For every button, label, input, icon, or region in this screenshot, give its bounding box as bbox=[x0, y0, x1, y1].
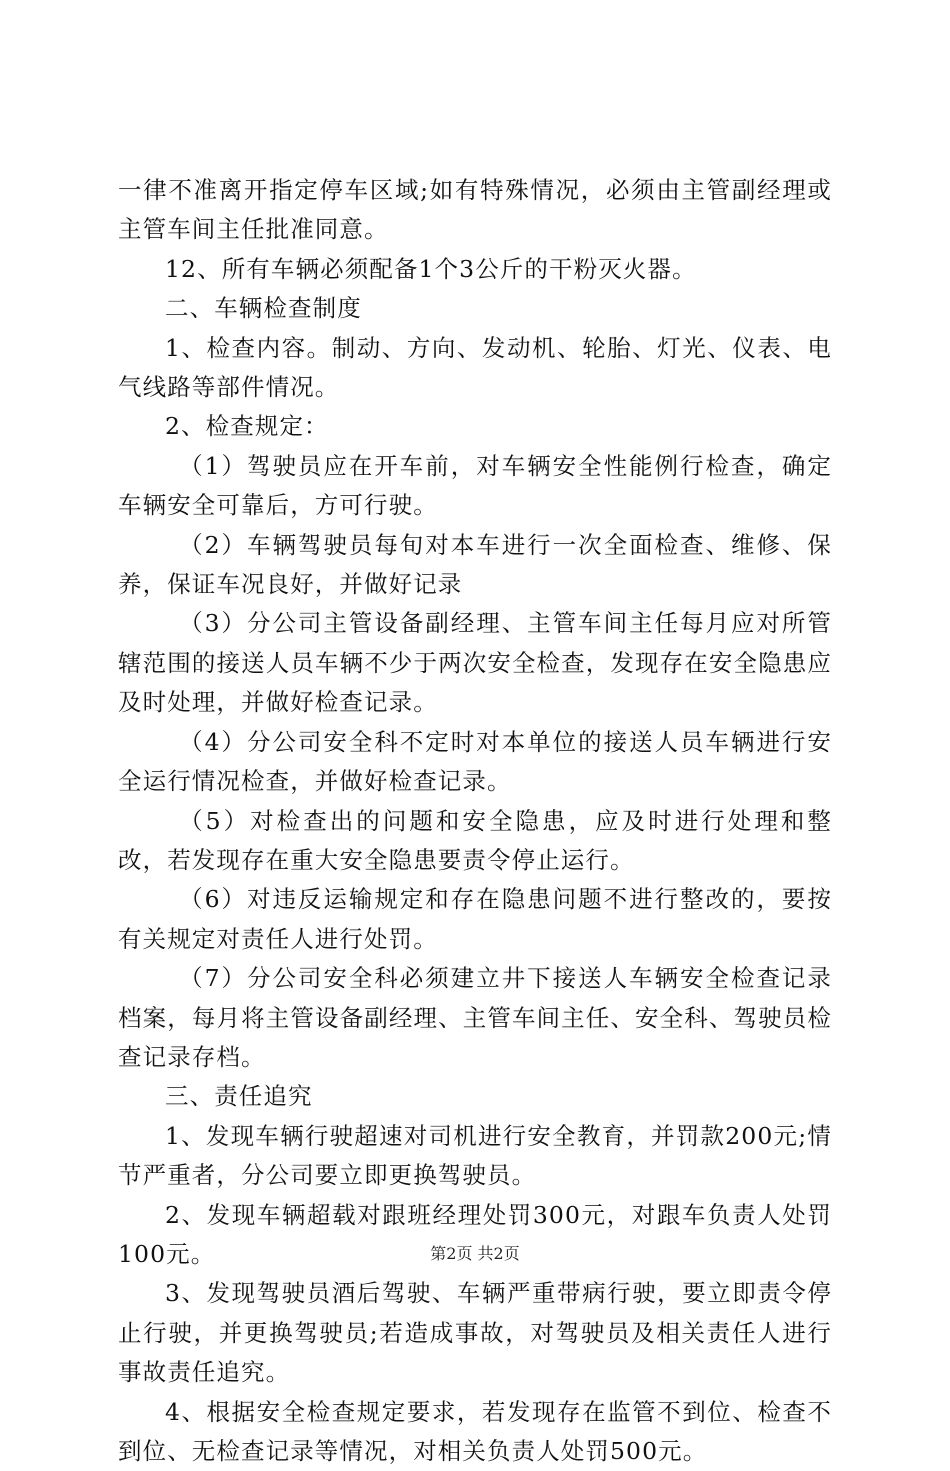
paragraph-penalty-3: 3、发现驾驶员酒后驾驶、车辆严重带病行驶，要立即责令停止行驶，并更换驾驶员;若造成事故，对驾驶员及相关责任人进行事故责任追究。 bbox=[118, 1279, 832, 1387]
paragraph-penalty-4: 4、根据安全检查规定要求，若发现存在监管不到位、检查不到位、无检查记录等情况，对相关负责人处罚500元。 bbox=[118, 1397, 832, 1465]
paragraph-penalty-2: 2、发现车辆超载对跟班经理处罚300元，对跟车负责人处罚100元。 bbox=[118, 1200, 832, 1268]
section-heading-accountability: 三、责任追究 bbox=[165, 1082, 313, 1111]
paragraph-item-12: 12、所有车辆必须配备1个3公斤的干粉灭火器。 bbox=[165, 254, 697, 283]
paragraph-rule-4: （4）分公司安全科不定时对本单位的接送人员车辆进行安全运行情况检查，并做好检查记录。 bbox=[118, 727, 832, 796]
page-footer bbox=[0, 1244, 950, 1264]
paragraph-rule-1: （1）驾驶员应在开车前，对车辆安全性能例行检查，确定车辆安全可靠后，方可行驶。 bbox=[118, 451, 832, 520]
paragraph-rule-7: （7）分公司安全科必须建立井下接送人车辆安全检查记录档案，每月将主管设备副经理、主管车间主任、安全科、驾驶员检查记录存档。 bbox=[118, 964, 832, 1071]
paragraph-rule-5: （5）对检查出的问题和安全隐患，应及时进行处理和整改，若发现存在重大安全隐患要责令停止运行。 bbox=[118, 806, 832, 874]
section-heading-vehicle-inspection: 二、车辆检查制度 bbox=[165, 294, 362, 323]
paragraph-rule-6: （6）对违反运输规定和存在隐患问题不进行整改的，要按有关规定对责任人进行处罚。 bbox=[118, 885, 832, 953]
paragraph-inspection-rules: 2、检查规定： bbox=[165, 412, 329, 441]
page-number-label: 第2页 共2页 bbox=[430, 1244, 520, 1263]
paragraph-penalty-1: 1、发现车辆行驶超速对司机进行安全教育，并罚款200元;情节严重者，分公司要立即更换驾驶员。 bbox=[118, 1121, 832, 1190]
paragraph-rule-3: （3）分公司主管设备副经理、主管车间主任每月应对所管辖范围的接送人员车辆不少于两次安全检查，发现存在安全隐患应及时处理，并做好检查记录。 bbox=[118, 609, 832, 717]
document-body bbox=[118, 171, 832, 1471]
paragraph-rule-2: （2）车辆驾驶员每旬对本车进行一次全面检查、维修、保养，保证车况良好，并做好记录 bbox=[118, 530, 832, 599]
paragraph-continuation: 一律不准离开指定停车区域;如有特殊情况，必须由主管副经理或主管车间主任批准同意。 bbox=[118, 176, 832, 244]
paragraph-inspection-content: 1、检查内容。制动、方向、发动机、轮胎、灯光、仪表、电气线路等部件情况。 bbox=[118, 333, 832, 402]
